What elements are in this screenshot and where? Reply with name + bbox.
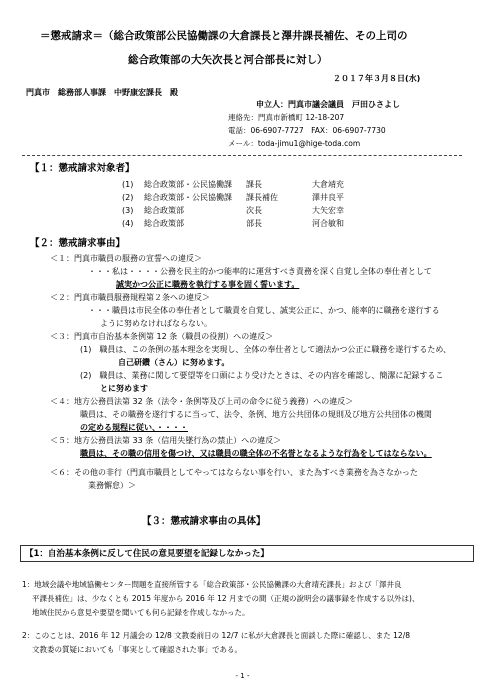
rule-heading: ＜２：門真市職員服務規程第２条への違反＞ [50, 293, 210, 302]
rule-heading: ＜６：その他の非行（門真市職員としてやってはならない事を行い、また為すべき業務を為さなかった [50, 468, 418, 477]
paragraph-line: 平課長補佐」は、少なくとも 2015 年度から 2016 年 12 月までの間（正規の說明会の議事録を作成する以外は)、 [32, 594, 420, 603]
rule-text: 業務懈怠）＞ [88, 481, 136, 490]
contact-email: メール：toda-jimu1@hige-toda.com [228, 139, 361, 148]
rule-text: ように努めなければならない。 [100, 319, 212, 328]
separator-line [22, 155, 462, 156]
rule-text-emphasis: とに努めます [100, 384, 148, 393]
rule-heading: ＜５：地方公務員法第 33 条（信用失墜行為の禁止）への違反＞ [50, 436, 282, 445]
page-number: - 1 - [235, 672, 250, 680]
document-date: ２０１７年３月８日(水) [333, 74, 421, 83]
section3-subheading: 【1：自治基本条例に反して住民の意見要望を記録しなかった】 [25, 549, 269, 559]
paragraph-line: 文教委の質疑においても「事実として確認された事」である。 [32, 645, 242, 654]
document-title-line-2: 総合政策部の大矢次長と河合部長に対し） [128, 54, 328, 66]
rule-heading: ＜３：門真市自治基本条例第 12 条（職員の役割）への違反＞ [50, 332, 274, 341]
rule-text-emphasis: 自己研鑽（さん）に努めます。 [118, 358, 230, 367]
rule-text: ・・・私は・・・・公務を民主的かつ能率的に運営すべき責務を深く自覚し全体の奉仕者として [88, 267, 432, 276]
applicant: 申立人：門真市議会議員 戸田ひさよし [256, 100, 400, 109]
rule-text-emphasis: 職員は、その職の信用を傷つけ、又は職員の職全体の不名誉となるような行為をしてはならない。 [80, 449, 432, 458]
document-title-line-1: ＝懲戒請求＝（総合政策部公民協働課の大倉課長と澤井課長補佐、その上司の [40, 30, 408, 42]
rule-text: ・・・職員は市民全体の奉仕者として職責を自覚し、誠実公正に、かつ、能率的に職務を遂行する [88, 306, 440, 315]
paragraph-line: 地域住民から意見や要望を聞いても何ら記録を作成しなかった。 [32, 608, 250, 617]
paragraph-line: 1：地域会議や地域協働センター問題を直接所管する「総合政策部・公民協働課の大倉靖充課長」および「澤井良 [22, 580, 402, 589]
contact-phone: 電話：06-6907-7727 FAX：06-6907-7730 [228, 126, 386, 135]
rule-text: (1) 職員は、この条例の基本理念を実現し、全体の奉仕者として適法かつ公正に職務を遂行するため、 [80, 345, 452, 354]
rule-text-emphasis: 誠実かつ公正に職務を執行する事を固く誓います。 [116, 280, 300, 289]
rule-text: 職員は、その職務を遂行するに当って、法令、条例、地方公共団体の規則及び地方公共団体の機関 [80, 410, 432, 419]
section3-heading: 【３：懲戒請求事由の具体】 [142, 516, 266, 527]
paragraph-line: 2：このことは、2016 年 12 月議会の 12/8 文教委前日の 12/7 に私が大倉課長と面談した際に確認し、また 12/8 [22, 631, 410, 640]
rule-text-emphasis: の定める規程に従い、・・・・ [80, 423, 188, 432]
addressee: 門真市 総務部人事課 中野康宏課長 殿 [26, 88, 178, 97]
document-page: ＝懲戒請求＝（総合政策部公民協働課の大倉課長と澤井課長補佐、その上司の 総合政策部の大矢次長と河合部長に対し） ２０１７年３月８日(水) 門真市 総務部人事課 中野康宏課長 殿 申立人：門真市議会議員 戸田ひさよし 連絡先：門真市新橋町 12-18-207 電話：06-6907-7727 FAX：06-6907-7730 メール：toda-jimu1@hige-toda.com 【１：懲戒請求対象者】 (1) 総合政策部・公民協働課 課長 大倉靖充 (2) 総合政策部・公民協働課 課長補佐 澤井良平 (3) 総合政策部 次長 大矢宏幸 (4) 総合政策部 部長 河合敏和 【２：懲戒請求事由】 ＜１：門真市職員の服務の宣誓への違反＞ ・・・私は・・・・公務を民主的かつ能率的に運営すべき責務を深く自覚し全体の奉仕者として 誠実かつ公正に職務を執行する事を固く誓います。 ＜２：門真市職員服務規程第２条への違反＞ ・・・職員は市民全体の奉仕者として職責を自覚し、誠実公正に、かつ、能率的に職務を遂行する ように努めなければならない。 ＜３：門真市自治基本条例第 12 条（職員の役割）への違反＞ (1) 職員は、この条例の基本理念を実現し、全体の奉仕者として適法かつ公正に職務を遂行するため、 自己研鑽（さん）に努めます。 (2) 職員は、業務に関して要望等を口頭により受けたときは、その内容を確認し、簡潔に記録するこ とに努めます ＜４：地方公務員法第 32 条（法令・条例等及び上司の命令に従う義務）への違反＞ 職員は、その職務を遂行するに当って、法令、条例、地方公共団体の規則及び地方公共団体の機関 の定める規程に従い、・・・・ ＜５：地方公務員法第 33 条（信用失墜行為の禁止）への違反＞ 職員は、その職の信用を傷つけ、又は職員の職全体の不名誉となるような行為をしてはならない。 ＜６：その他の非行（門真市職員としてやってはならない事を行い、また為すべき業務を為さなかった 業務懈怠）＞ 【３：懲戒請求事由の具体】 【1：自治基本条例に反して住民の意見要望を記録しなかった】 1：地域会議や地域協働センター問題を直接所管する「総合政策部・公民協働課の大倉靖充課長」および「澤井良 平課長補佐」は、少なくとも 2015 年度から 2016 年 12 月までの間（正規の說明会の議事録を作成する以外は)、 地域住民から意見や要望を聞いても何ら記録を作成しなかった。 2：このことは、2016 年 12 月議会の 12/8 文教委前日の 12/7 に私が大倉課長と面談した際に確認し、また 12/8 文教委の質疑においても「事実として確認された事」である。 - 1 - [0, 0, 485, 692]
contact-address: 連絡先：門真市新橋町 12-18-207 [228, 113, 345, 122]
rule-heading: ＜１：門真市職員の服務の宣誓への違反＞ [50, 254, 202, 263]
section2-heading: 【２：懲戒請求事由】 [30, 238, 126, 249]
rule-text: (2) 職員は、業務に関して要望等を口頭により受けたときは、その内容を確認し、簡潔に記録するこ [80, 371, 444, 380]
section1-heading: 【１：懲戒請求対象者】 [30, 163, 135, 174]
rule-heading: ＜４：地方公務員法第 32 条（法令・条例等及び上司の命令に従う義務）への違反＞ [50, 397, 354, 406]
